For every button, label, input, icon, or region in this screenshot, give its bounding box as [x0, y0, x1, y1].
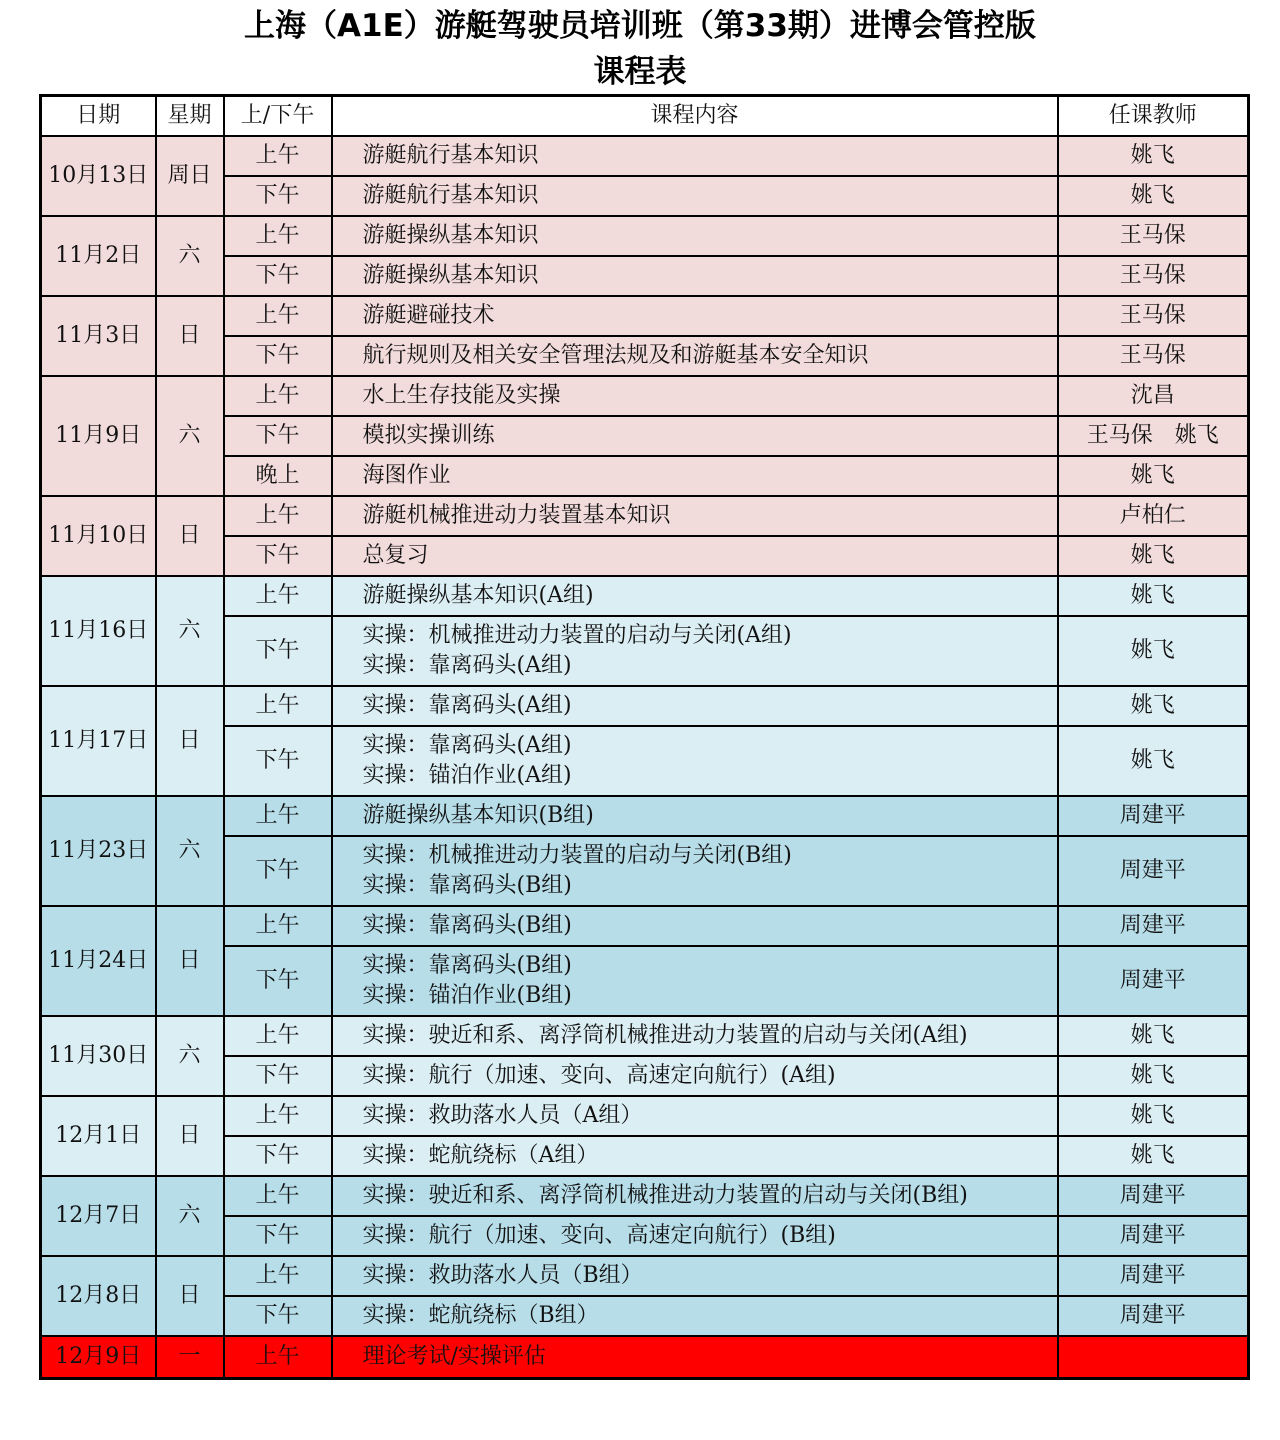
course-content-cell — [332, 796, 1058, 836]
course-line: 实操：蛇航绕标（B组） — [362, 1303, 599, 1328]
course-line: 理论考试/实操评估 — [362, 1344, 546, 1369]
course-line: 实操：靠离码头(B组) — [362, 953, 572, 978]
teacher-cell: 姚飞 — [1058, 726, 1249, 796]
table-row — [41, 686, 1249, 726]
course-line: 实操：靠离码头(A组) — [362, 733, 572, 758]
course-line: 实操：靠离码头(B组) — [362, 873, 572, 898]
course-line: 实操：靠离码头(A组) — [362, 653, 572, 678]
table-row — [41, 376, 1249, 416]
date-cell: 11月9日 — [41, 376, 156, 496]
course-line: 游艇操纵基本知识(B组) — [362, 803, 594, 828]
course-content-cell — [332, 1016, 1058, 1056]
teacher-cell: 姚飞 — [1058, 536, 1249, 576]
course-content-cell — [332, 296, 1058, 336]
page-subtitle: 课程表 — [593, 54, 687, 90]
schedule-table — [39, 94, 1250, 1380]
course-content-cell — [332, 216, 1058, 256]
period-cell: 上午 — [224, 136, 332, 176]
teacher-cell: 姚飞 — [1058, 616, 1249, 686]
course-line: 海图作业 — [362, 463, 451, 488]
weekday-cell: 六 — [156, 796, 224, 906]
teacher-cell: 周建平 — [1058, 1296, 1249, 1336]
teacher-cell: 沈昌 — [1058, 376, 1249, 416]
course-line: 实操：航行（加速、变向、高速定向航行）(A组) — [362, 1063, 836, 1088]
teacher-cell: 王马保 — [1058, 336, 1249, 376]
weekday-cell: 日 — [156, 686, 224, 796]
course-line: 实操：靠离码头(A组) — [362, 693, 572, 718]
course-content-cell — [332, 256, 1058, 296]
period-cell: 上午 — [224, 1176, 332, 1216]
course-content-cell — [332, 416, 1058, 456]
teacher-cell: 王马保 姚飞 — [1058, 416, 1249, 456]
course-content-cell — [332, 536, 1058, 576]
course-content-cell — [332, 1056, 1058, 1096]
weekday-cell: 一 — [156, 1336, 224, 1379]
course-line: 实操：航行（加速、变向、高速定向航行）(B组) — [362, 1223, 836, 1248]
period-cell: 上午 — [224, 216, 332, 256]
teacher-cell: 姚飞 — [1058, 176, 1249, 216]
course-content-cell — [332, 1096, 1058, 1136]
course-line: 游艇机械推进动力装置基本知识 — [362, 503, 671, 528]
period-cell: 上午 — [224, 1016, 332, 1056]
table-row — [41, 496, 1249, 536]
course-line: 实操：机械推进动力装置的启动与关闭(A组) — [362, 623, 792, 648]
teacher-cell: 姚飞 — [1058, 1056, 1249, 1096]
date-cell: 11月24日 — [41, 906, 156, 1016]
table-row — [41, 296, 1249, 336]
course-content-cell — [332, 496, 1058, 536]
course-line: 实操：驶近和系、离浮筒机械推进动力装置的启动与关闭(B组) — [362, 1183, 968, 1208]
course-content-cell — [332, 1336, 1058, 1379]
teacher-cell: 姚飞 — [1058, 1096, 1249, 1136]
period-cell: 上午 — [224, 1096, 332, 1136]
course-content-cell — [332, 176, 1058, 216]
date-cell: 12月9日 — [41, 1336, 156, 1379]
period-cell: 下午 — [224, 536, 332, 576]
header-content: 课程内容 — [332, 96, 1058, 137]
course-content-cell — [332, 616, 1058, 686]
course-line: 实操：锚泊作业(B组) — [362, 983, 572, 1008]
course-content-cell — [332, 1256, 1058, 1296]
course-line: 游艇操纵基本知识 — [362, 263, 539, 288]
weekday-cell: 周日 — [156, 136, 224, 216]
table-row — [41, 1176, 1249, 1216]
header-teacher: 任课教师 — [1058, 96, 1249, 137]
course-line: 模拟实操训练 — [362, 423, 495, 448]
period-cell: 下午 — [224, 416, 332, 456]
course-content-cell — [332, 946, 1058, 1016]
header-date: 日期 — [41, 96, 156, 137]
period-cell: 下午 — [224, 256, 332, 296]
schedule-body — [41, 136, 1249, 1379]
course-line: 实操：蛇航绕标（A组） — [362, 1143, 599, 1168]
period-cell: 下午 — [224, 836, 332, 906]
period-cell: 下午 — [224, 946, 332, 1016]
header-weekday: 星期 — [156, 96, 224, 137]
weekday-cell: 日 — [156, 1096, 224, 1176]
course-content-cell — [332, 1136, 1058, 1176]
period-cell: 上午 — [224, 796, 332, 836]
teacher-cell: 姚飞 — [1058, 1136, 1249, 1176]
date-cell: 11月17日 — [41, 686, 156, 796]
course-line: 游艇操纵基本知识(A组) — [362, 583, 594, 608]
course-line: 游艇操纵基本知识 — [362, 223, 539, 248]
weekday-cell: 六 — [156, 1176, 224, 1256]
teacher-cell: 王马保 — [1058, 296, 1249, 336]
course-content-cell — [332, 1296, 1058, 1336]
teacher-cell — [1058, 1336, 1249, 1379]
course-line: 游艇航行基本知识 — [362, 143, 539, 168]
date-cell: 11月3日 — [41, 296, 156, 376]
table-row — [41, 1016, 1249, 1056]
course-line: 实操：驶近和系、离浮筒机械推进动力装置的启动与关闭(A组) — [362, 1023, 968, 1048]
teacher-cell: 周建平 — [1058, 796, 1249, 836]
course-content-cell — [332, 1216, 1058, 1256]
date-cell: 12月8日 — [41, 1256, 156, 1336]
header-row — [41, 96, 1249, 137]
period-cell: 下午 — [224, 176, 332, 216]
period-cell: 晚上 — [224, 456, 332, 496]
teacher-cell: 姚飞 — [1058, 136, 1249, 176]
course-content-cell — [332, 376, 1058, 416]
course-line: 实操：救助落水人员（A组） — [362, 1103, 643, 1128]
course-content-cell — [332, 456, 1058, 496]
teacher-cell: 周建平 — [1058, 1176, 1249, 1216]
course-content-cell — [332, 576, 1058, 616]
weekday-cell: 六 — [156, 1016, 224, 1096]
teacher-cell: 周建平 — [1058, 1256, 1249, 1296]
table-row — [41, 796, 1249, 836]
date-cell: 11月16日 — [41, 576, 156, 686]
course-line: 航行规则及相关安全管理法规及和游艇基本安全知识 — [362, 343, 869, 368]
period-cell: 上午 — [224, 296, 332, 336]
teacher-cell: 王马保 — [1058, 256, 1249, 296]
weekday-cell: 六 — [156, 376, 224, 496]
weekday-cell: 日 — [156, 496, 224, 576]
course-content-cell — [332, 906, 1058, 946]
date-cell: 11月10日 — [41, 496, 156, 576]
table-row — [41, 906, 1249, 946]
period-cell: 上午 — [224, 1336, 332, 1379]
page-title: 上海（A1E）游艇驾驶员培训班（第33期）进博会管控版 — [244, 8, 1036, 44]
date-cell: 11月2日 — [41, 216, 156, 296]
teacher-cell: 姚飞 — [1058, 686, 1249, 726]
course-content-cell — [332, 836, 1058, 906]
course-line: 游艇航行基本知识 — [362, 183, 539, 208]
course-line: 实操：锚泊作业(A组) — [362, 763, 572, 788]
period-cell: 上午 — [224, 496, 332, 536]
weekday-cell: 日 — [156, 296, 224, 376]
teacher-cell: 姚飞 — [1058, 1016, 1249, 1056]
period-cell: 上午 — [224, 686, 332, 726]
date-cell: 10月13日 — [41, 136, 156, 216]
date-cell: 11月23日 — [41, 796, 156, 906]
period-cell: 上午 — [224, 576, 332, 616]
course-line: 实操：靠离码头(B组) — [362, 913, 572, 938]
course-line: 水上生存技能及实操 — [362, 383, 561, 408]
date-cell: 11月30日 — [41, 1016, 156, 1096]
header-period: 上/下午 — [224, 96, 332, 137]
table-row — [41, 1336, 1249, 1379]
course-content-cell — [332, 686, 1058, 726]
weekday-cell: 日 — [156, 906, 224, 1016]
weekday-cell: 六 — [156, 216, 224, 296]
course-content-cell — [332, 726, 1058, 796]
teacher-cell: 周建平 — [1058, 836, 1249, 906]
period-cell: 上午 — [224, 906, 332, 946]
table-row — [41, 576, 1249, 616]
period-cell: 下午 — [224, 336, 332, 376]
course-line: 实操：机械推进动力装置的启动与关闭(B组) — [362, 843, 792, 868]
period-cell: 上午 — [224, 1256, 332, 1296]
course-line: 实操：救助落水人员（B组） — [362, 1263, 643, 1288]
teacher-cell: 卢柏仁 — [1058, 496, 1249, 536]
course-line: 游艇避碰技术 — [362, 303, 495, 328]
period-cell: 上午 — [224, 376, 332, 416]
period-cell: 下午 — [224, 1056, 332, 1096]
teacher-cell: 周建平 — [1058, 906, 1249, 946]
table-row — [41, 136, 1249, 176]
weekday-cell: 六 — [156, 576, 224, 686]
weekday-cell: 日 — [156, 1256, 224, 1336]
table-row — [41, 1096, 1249, 1136]
course-content-cell — [332, 336, 1058, 376]
table-row — [41, 1256, 1249, 1296]
period-cell: 下午 — [224, 1216, 332, 1256]
table-row — [41, 216, 1249, 256]
period-cell: 下午 — [224, 726, 332, 796]
course-content-cell — [332, 1176, 1058, 1216]
period-cell: 下午 — [224, 1296, 332, 1336]
course-content-cell — [332, 136, 1058, 176]
date-cell: 12月1日 — [41, 1096, 156, 1176]
teacher-cell: 姚飞 — [1058, 456, 1249, 496]
period-cell: 下午 — [224, 616, 332, 686]
teacher-cell: 姚飞 — [1058, 576, 1249, 616]
teacher-cell: 王马保 — [1058, 216, 1249, 256]
teacher-cell: 周建平 — [1058, 1216, 1249, 1256]
teacher-cell: 周建平 — [1058, 946, 1249, 1016]
date-cell: 12月7日 — [41, 1176, 156, 1256]
course-line: 总复习 — [362, 543, 429, 568]
period-cell: 下午 — [224, 1136, 332, 1176]
